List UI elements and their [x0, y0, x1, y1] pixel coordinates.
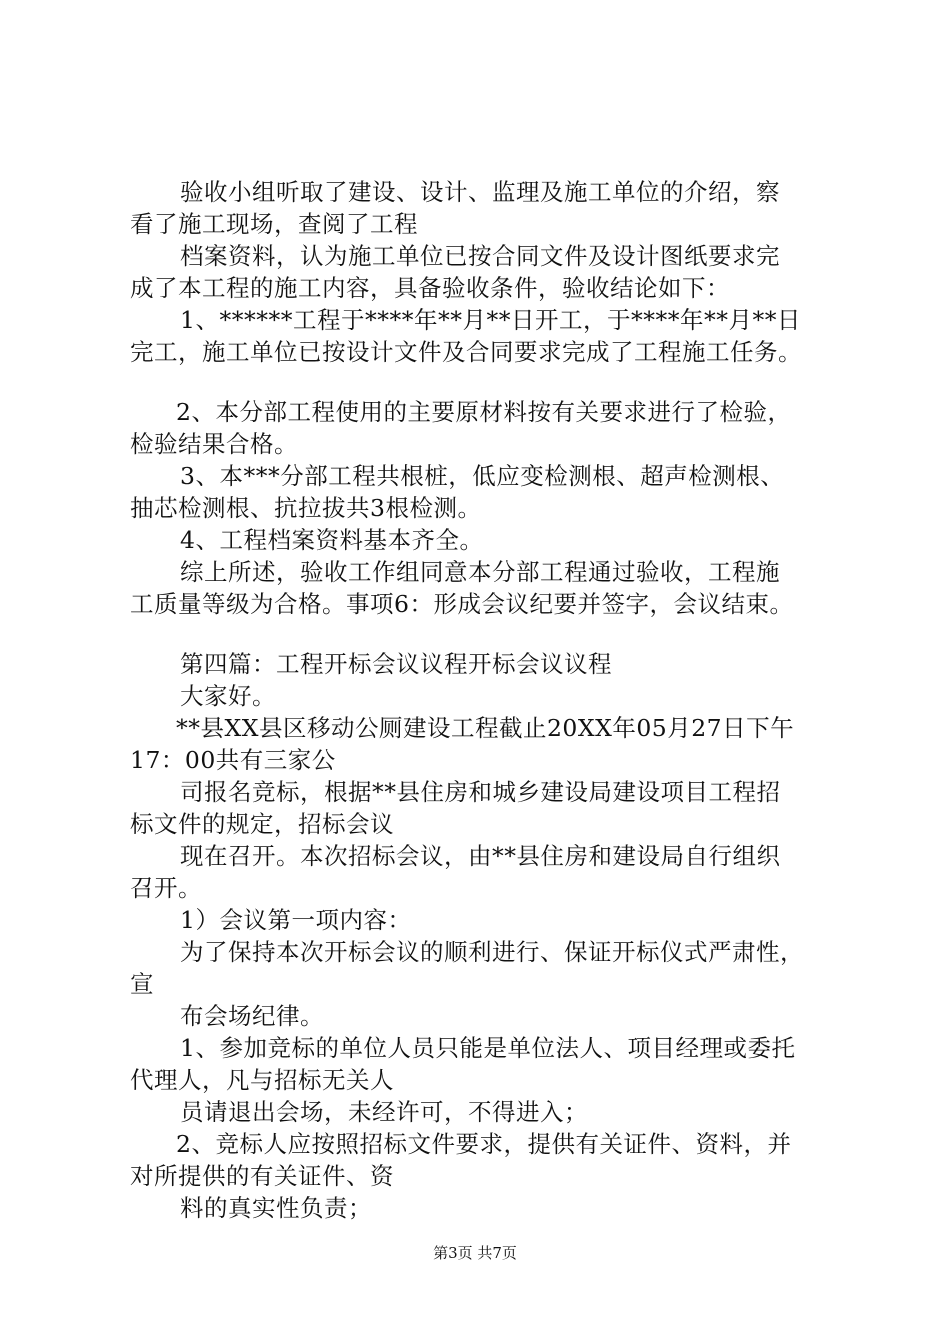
text-line: 现在召开。本次招标会议，由**县住房和建设局自行组织 [180, 842, 781, 870]
text-line: 4、工程档案资料基本齐全。 [180, 526, 484, 554]
text-line: 员请退出会场，未经许可，不得进入； [180, 1098, 588, 1126]
text-line: 司报名竞标，根据**县住房和城乡建设局建设项目工程招 [180, 778, 781, 806]
text-line: 1、******工程于****年**月**日开工，于****年**月**日 [180, 306, 801, 334]
text-line: 对所提供的有关证件、资 [130, 1162, 394, 1190]
text-line: 17：00共有三家公 [130, 746, 336, 774]
text-line: 大家好。 [180, 682, 276, 710]
text-line: 检验结果合格。 [130, 430, 298, 458]
text-line: 宣 [130, 970, 154, 998]
text-line: 布会场纪律。 [180, 1002, 324, 1030]
text-line: 1）会议第一项内容： [180, 906, 412, 934]
page-footer: 第3页 共7页 [433, 1244, 517, 1262]
text-line: 1、参加竞标的单位人员只能是单位法人、项目经理或委托 [180, 1034, 796, 1062]
text-line: 2、本分部工程使用的主要原材料按有关要求进行了检验， [176, 398, 792, 426]
text-line: 抽芯检测根、抗拉拔共3根检测。 [130, 494, 482, 522]
text-line: 档案资料，认为施工单位已按合同文件及设计图纸要求完 [180, 242, 780, 270]
text-line: 召开。 [130, 874, 202, 902]
text-line: 为了保持本次开标会议的顺利进行、保证开标仪式严肃性， [180, 938, 804, 966]
text-line: 工质量等级为合格。事项6：形成会议纪要并签字，会议结束。 [130, 590, 794, 618]
section-heading: 第四篇：工程开标会议议程开标会议议程 [180, 650, 612, 678]
text-line: 2、竞标人应按照招标文件要求，提供有关证件、资料，并 [176, 1130, 792, 1158]
text-line: 完工，施工单位已按设计文件及合同要求完成了工程施工任务。 [130, 338, 802, 366]
text-line: 代理人，凡与招标无关人 [130, 1066, 394, 1094]
text-line: 综上所述，验收工作组同意本分部工程通过验收，工程施 [180, 558, 780, 586]
text-line: 看了施工现场，查阅了工程 [130, 210, 418, 238]
text-line: 成了本工程的施工内容，具备验收条件，验收结论如下： [130, 274, 730, 302]
text-line: 3、本***分部工程共根桩，低应变检测根、超声检测根、 [180, 462, 785, 490]
text-line: 验收小组听取了建设、设计、监理及施工单位的介绍，察 [180, 178, 780, 206]
text-line: 料的真实性负责； [180, 1194, 372, 1222]
text-line: **县XX县区移动公厕建设工程截止20XX年05月27日下午 [176, 714, 795, 742]
text-line: 标文件的规定，招标会议 [130, 810, 394, 838]
